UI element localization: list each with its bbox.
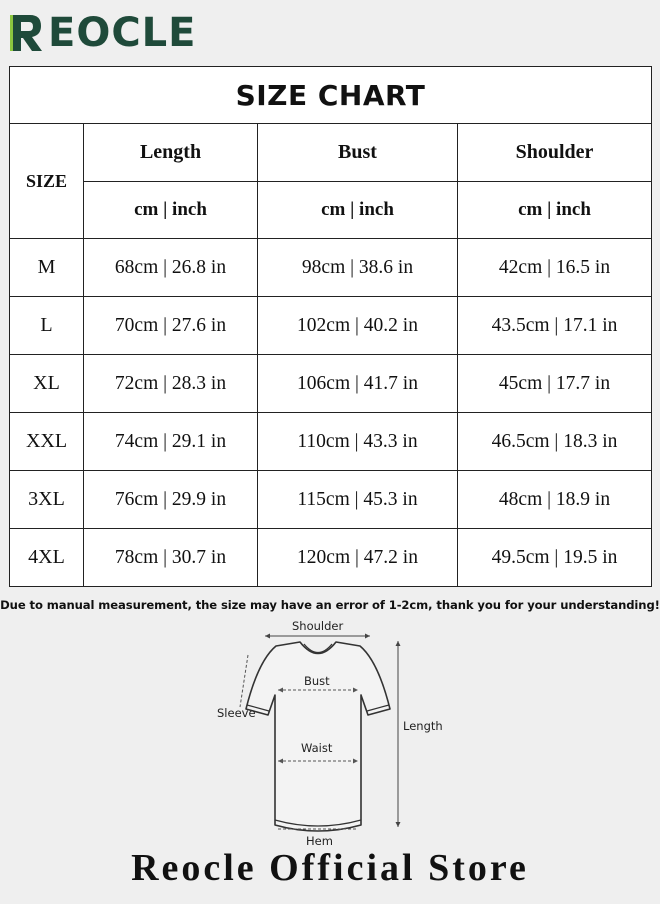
length-unit-header: cm | inch	[84, 182, 258, 239]
table-row	[10, 239, 652, 297]
size-cell: 3XL	[10, 471, 84, 529]
store-name-footer: Reocle Official Store	[131, 847, 529, 889]
length-label: Length	[403, 719, 443, 733]
bust-label: Bust	[304, 674, 330, 688]
tshirt-measurement-diagram	[200, 615, 460, 850]
table-row	[10, 413, 652, 471]
logo-text: EOCLE	[48, 10, 197, 56]
shoulder-cell: 48cm | 18.9 in	[458, 471, 652, 529]
shoulder-cell: 42cm | 16.5 in	[458, 239, 652, 297]
length-cell: 74cm | 29.1 in	[84, 413, 258, 471]
shoulder-unit-header: cm | inch	[458, 182, 652, 239]
bust-cell: 110cm | 43.3 in	[258, 413, 458, 471]
size-chart-table	[9, 66, 652, 587]
bust-cell: 102cm | 40.2 in	[258, 297, 458, 355]
shoulder-column-header: Shoulder	[458, 124, 652, 182]
shoulder-cell: 45cm | 17.7 in	[458, 355, 652, 413]
length-cell: 78cm | 30.7 in	[84, 529, 258, 587]
size-chart-title: SIZE CHART	[10, 67, 652, 124]
bust-unit-header: cm | inch	[258, 182, 458, 239]
bust-cell: 115cm | 45.3 in	[258, 471, 458, 529]
table-row	[10, 355, 652, 413]
length-cell: 76cm | 29.9 in	[84, 471, 258, 529]
size-cell: M	[10, 239, 84, 297]
size-cell: L	[10, 297, 84, 355]
waist-label: Waist	[301, 741, 333, 755]
length-column-header: Length	[84, 124, 258, 182]
size-cell: 4XL	[10, 529, 84, 587]
shoulder-cell: 46.5cm | 18.3 in	[458, 413, 652, 471]
shoulder-cell: 49.5cm | 19.5 in	[458, 529, 652, 587]
bust-cell: 106cm | 41.7 in	[258, 355, 458, 413]
measurement-note: Due to manual measurement, the size may have an error of 1-2cm, thank you for your understanding!	[0, 598, 660, 612]
brand-logo	[10, 12, 197, 54]
shoulder-cell: 43.5cm | 17.1 in	[458, 297, 652, 355]
length-cell: 70cm | 27.6 in	[84, 297, 258, 355]
size-column-header: SIZE	[10, 124, 84, 239]
bust-column-header: Bust	[258, 124, 458, 182]
hem-label: Hem	[306, 834, 333, 848]
bust-cell: 120cm | 47.2 in	[258, 529, 458, 587]
logo-r-mark-icon	[10, 13, 44, 53]
table-row	[10, 297, 652, 355]
size-cell: XL	[10, 355, 84, 413]
length-cell: 72cm | 28.3 in	[84, 355, 258, 413]
sleeve-label: Sleeve	[217, 706, 256, 720]
bust-cell: 98cm | 38.6 in	[258, 239, 458, 297]
size-cell: XXL	[10, 413, 84, 471]
table-row	[10, 471, 652, 529]
table-row	[10, 529, 652, 587]
length-cell: 68cm | 26.8 in	[84, 239, 258, 297]
shoulder-label: Shoulder	[292, 619, 344, 633]
